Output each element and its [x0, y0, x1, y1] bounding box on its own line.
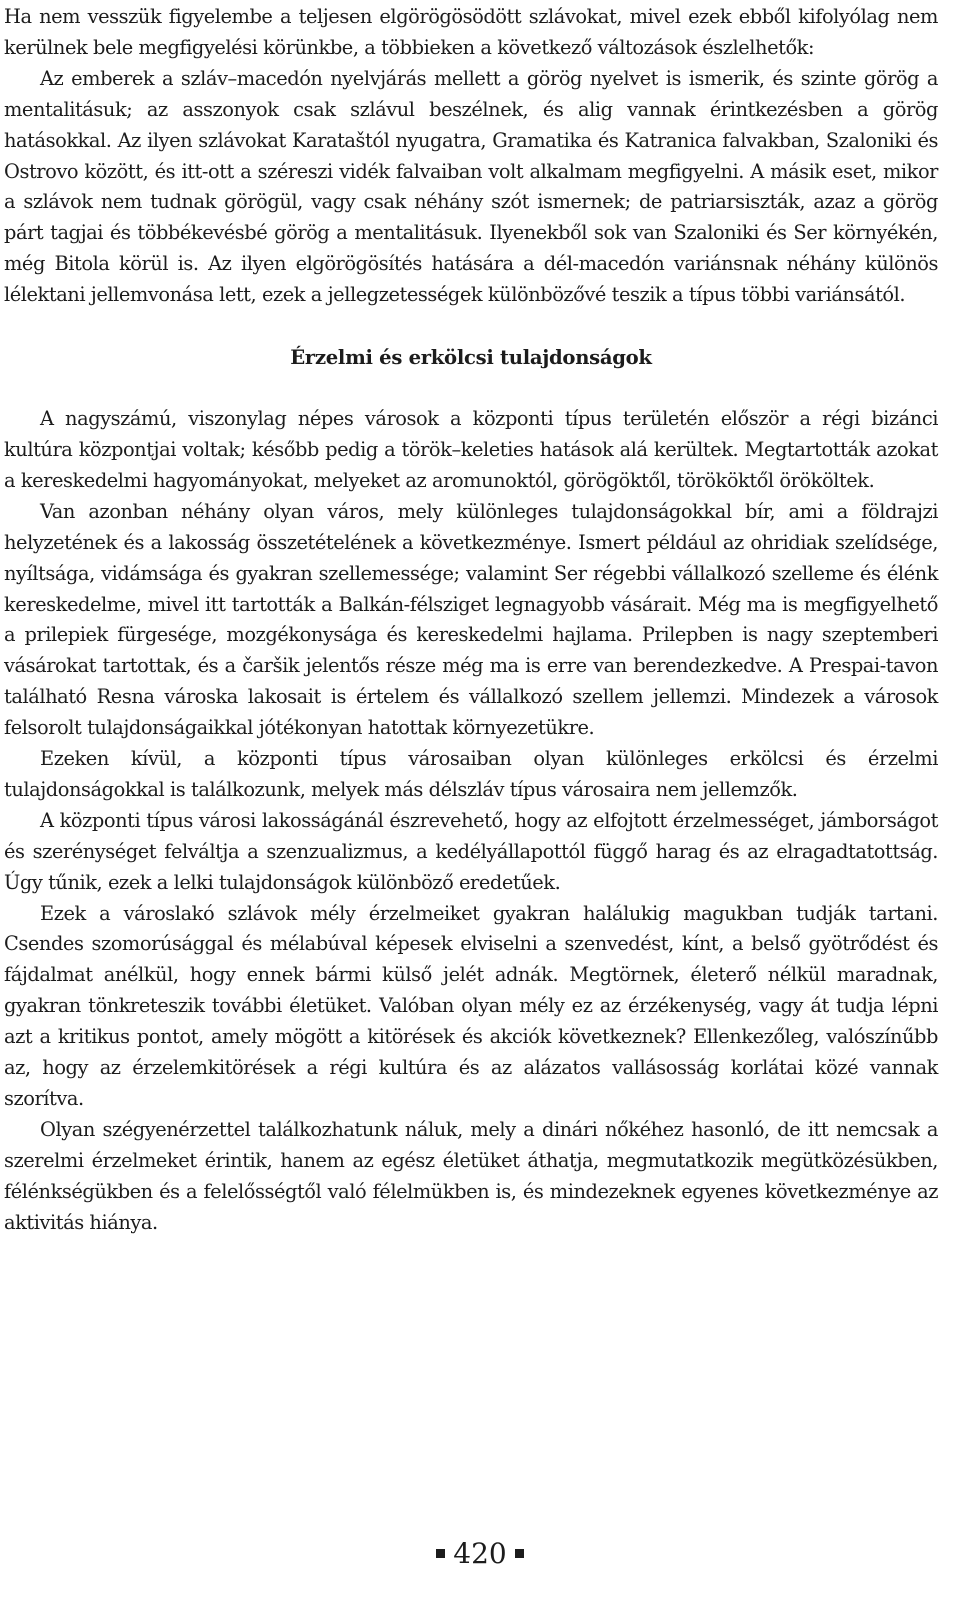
- paragraph: Olyan szégyenérzettel találkozhatunk náluk, mely a dinári nőkéhez hasonló, de itt nemcsak a szerelmi érzelmeket érintik, hanem az egész életüket áthatja, megmutatkozik megütközésükben, félénkségükben és a felelősségtől való félelmükben is, és mindezeknek egyenes következménye az aktivitás hiánya.: [4, 1117, 938, 1234]
- paragraph: Az emberek a szláv–macedón nyelvjárás mellett a görög nyelvet is ismerik, és szinte görög a mentalitásuk; az asszonyok csak szlávul beszélnek, és alig vannak érintkezésben a görög hatásokkal. Az ilyen szlávokat Karataštól nyugatra, Gramatika és Katranica falvakban, Szaloniki és Ostrovo között, és itt-ott a széreszi vidék falvaiban volt alkalmam megfigyelni. A másik eset, mikor a szlávok nem tudnak görögül, vagy csak néhány szót ismernek; de patriarsiszták, azaz a görög párt tagjai és többékevésbé görög a mentalitásuk. Ilyenekből sok van Szaloniki és Ser környékén, még Bitola körül is. Az ilyen elgörögösítés hatására a dél-macedón variánsnak néhány különös lélektani jellemvonása lett, ezek a jellegzetességek különbözővé teszik a típus többi variánsától.: [4, 66, 938, 307]
- paragraph: A központi típus városi lakosságánál észrevehető, hogy az elfojtott érzelmességet, jámborságot és szerénységet felváltja a szenzualizmus, a kedélyállapottól függő harag és az elragadtatottság. Úgy tűnik, ezek a lelki tulajdonságok különböző eredetűek.: [4, 808, 938, 894]
- square-bullet-icon: [436, 1549, 445, 1558]
- section-heading: Érzelmi és erkölcsi tulajdonságok: [290, 346, 652, 370]
- paragraph: Van azonban néhány olyan város, mely különleges tulajdonságokkal bír, ami a földrajzi helyzetének és a lakosság összetételének a következménye. Ismert például az ohridiak szelídsége, nyíltsága, vidámsága és gyakran szellemessége; valamint Ser régebbi vállalkozó szelleme és élénk kereskedelme, mivel itt tartották a Balkán-félsziget legnagyobb vásárait. Még ma is megfigyelhető a prilepiek fürgesége, mozgékonysága és kereskedelmi hajlama. Prilepben is nagy szeptemberi vásárokat tartottak, és a čaršik jelentős része még ma is erre van berendezkedve. A Prespai-tavon található Resna városka lakosait is értelem és vállalkozó szellem jellemzi. Mindezek a városok felsorolt tulajdonságaikkal jótékonyan hatottak környezetükre.: [4, 499, 938, 740]
- page-body: [4, 2, 938, 1239]
- paragraph: Ezek a városlakó szlávok mély érzelmeiket gyakran halálukig magukban tudják tartani. Csendes szomorúsággal és mélabúval képesek elviselni a szenvedést, kínt, a belső gyötrődést és fájdalmat anélkül, hogy ennek bármi külső jelét adnák. Megtörnek, életerő nélkül maradnak, gyakran tönkreteszik további életüket. Valóban olyan mély ez az érzékenység, vagy át tudja lépni azt a kritikus pontot, amely mögött a kitörések és akciók következnek? Ellenkezőleg, valószínűbb az, hogy az érzelemkitörések a régi kultúra és az alázatos vallásosság korlátai közé vannak szorítva.: [4, 901, 938, 1110]
- square-bullet-icon: [515, 1549, 524, 1558]
- paragraph: Ha nem vesszük figyelembe a teljesen elgörögösödött szlávokat, mivel ezek ebből kifolyólag nem kerülnek bele megfigyelési körünkbe, a többieken a következő változások észlelhetők:: [4, 5, 938, 59]
- page-footer: [0, 1534, 960, 1574]
- paragraph: Ezeken kívül, a központi típus városaiban olyan különleges erkölcsi és érzelmi tulajdonságokkal is találkozunk, melyek más délszláv típus városaira nem jellemzők.: [4, 747, 938, 801]
- page-number: 420: [453, 1537, 507, 1570]
- paragraph: A nagyszámú, viszonylag népes városok a központi típus területén először a régi bizánci kultúra központjai voltak; később pedig a török–keleties hatások alá kerültek. Megtartották azokat a kereskedelmi hagyományokat, melyeket az aromunoktól, görögöktől, törököktől örököltek.: [4, 407, 938, 492]
